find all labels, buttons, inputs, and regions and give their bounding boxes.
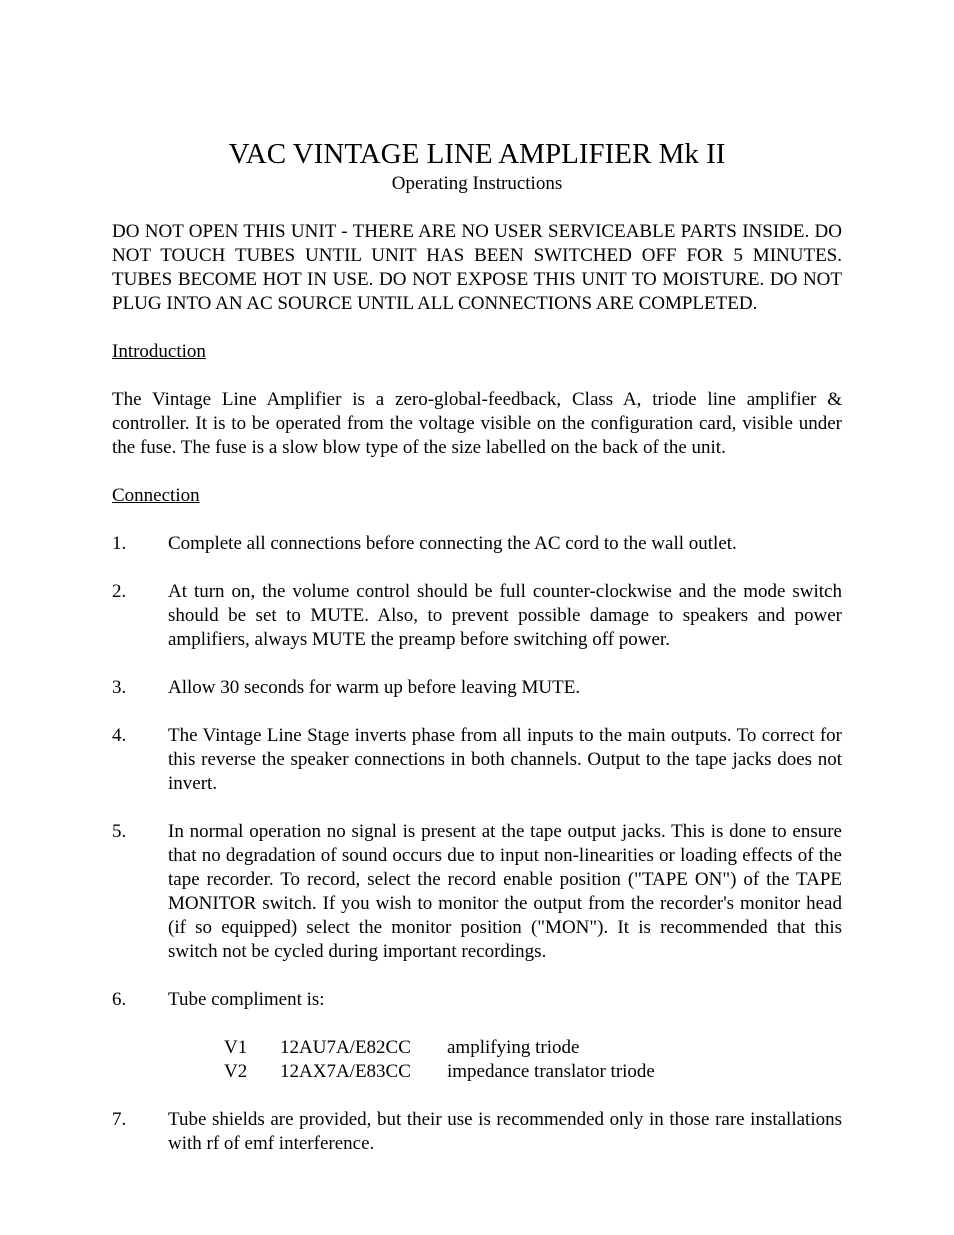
list-item-text: At turn on, the volume control should be full counter-clockwise and the mode switch should be set to MUTE. Also, to prevent possible damage to speakers and power amplifiers, always MUTE the preamp before switching off power. xyxy=(168,581,842,650)
list-item-number: 3. xyxy=(112,677,127,698)
list-item-number: 1. xyxy=(112,533,127,554)
connection-heading: Connection xyxy=(112,485,200,506)
list-item-text: Allow 30 seconds for warm up before leaving MUTE. xyxy=(168,677,581,698)
tube-position: V1 xyxy=(224,1037,248,1058)
list-item xyxy=(112,724,842,796)
document-page xyxy=(112,136,842,1180)
list-item xyxy=(112,580,842,652)
list-item-number: 2. xyxy=(112,581,127,602)
list-item-number: 7. xyxy=(112,1109,127,1130)
list-item-number: 4. xyxy=(112,725,127,746)
list-item-text: Tube shields are provided, but their use is recommended only in those rare installations with rf of emf interference. xyxy=(168,1109,842,1154)
tube-type: 12AX7A/E83CC xyxy=(280,1061,411,1082)
list-item-text: Complete all connections before connecting the AC cord to the wall outlet. xyxy=(168,533,737,554)
list-item xyxy=(112,820,842,964)
list-item xyxy=(112,988,842,1012)
tube-type: 12AU7A/E82CC xyxy=(280,1037,411,1058)
table-row xyxy=(224,1036,655,1060)
introduction-paragraph: The Vintage Line Amplifier is a zero-global-feedback, Class A, triode line amplifier & controller. It is to be operated from the voltage visible on the configuration card, visible under the fuse. The fuse is a slow blow type of the size labelled on the back of the unit. xyxy=(112,389,842,458)
tube-function: impedance translator triode xyxy=(447,1061,655,1082)
list-item xyxy=(112,532,842,556)
list-item-number: 5. xyxy=(112,821,127,842)
list-item xyxy=(112,676,842,700)
table-row xyxy=(224,1060,655,1084)
tube-position: V2 xyxy=(224,1061,248,1082)
tube-table xyxy=(224,1036,655,1084)
introduction-heading: Introduction xyxy=(112,341,206,362)
warning-paragraph: DO NOT OPEN THIS UNIT - THERE ARE NO USER SERVICEABLE PARTS INSIDE. DO NOT TOUCH TUBES UNTIL UNIT HAS BEEN SWITCHED OFF FOR 5 MINUTES. TUBES BECOME HOT IN USE. DO NOT EXPOSE THIS UNIT TO MOISTURE. DO NOT PLUG INTO AN AC SOURCE UNTIL ALL CONNECTIONS ARE COMPLETED. xyxy=(112,221,842,314)
list-item-text: Tube compliment is: xyxy=(168,989,325,1010)
page-subtitle: Operating Instructions xyxy=(391,173,563,194)
page-title: VAC VINTAGE LINE AMPLIFIER Mk II xyxy=(228,138,726,170)
list-item xyxy=(112,1108,842,1156)
list-item-text: In normal operation no signal is present at the tape output jacks. This is done to ensure that no degradation of sound occurs due to input non-linearities or loading effects of the tape recorder. To record, select the record enable position ("TAPE ON") of the TAPE MONITOR switch. If you wish to monitor the output from the recorder's monitor head (if so equipped) select the monitor position ("MON"). It is recommended that this switch not be cycled during important recordings. xyxy=(168,821,842,962)
list-item-text: The Vintage Line Stage inverts phase from all inputs to the main outputs. To correct for this reverse the speaker connections in both channels. Output to the tape jacks does not invert. xyxy=(168,725,842,794)
tube-function: amplifying triode xyxy=(447,1037,580,1058)
list-item-number: 6. xyxy=(112,989,127,1010)
